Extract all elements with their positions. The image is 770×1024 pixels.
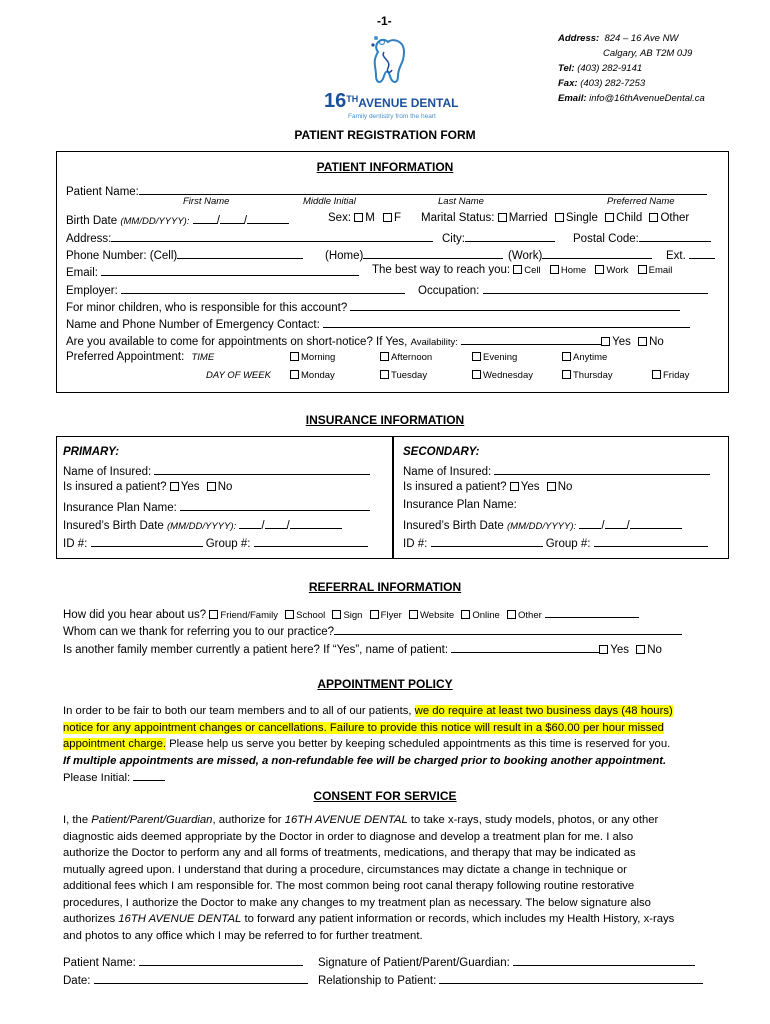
primary-birth-yyyy[interactable] bbox=[290, 517, 342, 529]
tel-value: (403) 282-9141 bbox=[577, 63, 643, 74]
availability-field[interactable] bbox=[461, 333, 601, 345]
primary-group-label: Group #: bbox=[205, 538, 251, 550]
secondary-birth-label: Insured’s Birth Date bbox=[403, 520, 504, 532]
reach-home-label: Home bbox=[560, 265, 587, 276]
monday-checkbox[interactable] bbox=[290, 370, 299, 379]
email-field[interactable] bbox=[101, 264, 359, 276]
phone-home-field[interactable] bbox=[363, 247, 503, 259]
afternoon-label: Afternoon bbox=[391, 352, 433, 363]
consent-heading: CONSENT FOR SERVICE bbox=[313, 789, 457, 803]
policy-text-1: In order to be fair to both our team members and to all of our patients, bbox=[63, 705, 412, 717]
availability-label: Availability: bbox=[410, 337, 458, 348]
referral-other-field[interactable] bbox=[545, 606, 639, 618]
monday-label: Monday bbox=[301, 370, 335, 381]
first-name-caption: First Name bbox=[183, 196, 230, 207]
afternoon-checkbox[interactable] bbox=[380, 352, 389, 361]
secondary-name-label: Name of Insured: bbox=[403, 466, 492, 478]
consent-text-2: diagnostic aids deemed appropriate by the Doctor in order to diagnose and develop a treatment plan for me. I also bbox=[63, 830, 634, 843]
single-checkbox[interactable] bbox=[555, 213, 564, 222]
address-line2: Calgary, AB T2M 0J9 bbox=[603, 48, 693, 59]
secondary-birth-format: (MM/DD/YYYY): bbox=[507, 521, 577, 532]
primary-birth-format: (MM/DD/YYYY): bbox=[167, 521, 237, 532]
short-notice-no-label: No bbox=[649, 336, 664, 348]
primary-birth-dd[interactable] bbox=[265, 517, 287, 529]
clinic-logo bbox=[320, 30, 470, 122]
primary-plan-field[interactable] bbox=[180, 499, 370, 511]
page-number: -1- bbox=[377, 14, 392, 28]
employer-label: Employer: bbox=[66, 285, 118, 297]
primary-no-label: No bbox=[217, 481, 233, 493]
policy-initial-label: Please Initial: bbox=[63, 772, 131, 784]
consent-text bbox=[63, 812, 728, 944]
policy-highlight-1: we do require at least two business days (48 hours) bbox=[414, 705, 673, 717]
friend-family-checkbox[interactable] bbox=[209, 610, 218, 619]
signature-label: Signature of Patient/Parent/Guardian: bbox=[318, 957, 510, 969]
flyer-checkbox[interactable] bbox=[370, 610, 379, 619]
family-no-checkbox[interactable] bbox=[636, 645, 645, 654]
consent-text-1b: Patient/Parent/Guardian bbox=[91, 814, 213, 826]
thursday-label: Thursday bbox=[573, 370, 613, 381]
sex-m-label: M bbox=[365, 212, 375, 224]
employer-field[interactable] bbox=[121, 282, 405, 294]
fax-label: Fax: bbox=[558, 78, 578, 89]
website-label: Website bbox=[419, 610, 455, 621]
sig-patient-name-field[interactable] bbox=[139, 954, 303, 966]
short-notice-no-checkbox[interactable] bbox=[638, 337, 647, 346]
date-label: Date: bbox=[63, 975, 91, 987]
emergency-label: Name and Phone Number of Emergency Contact: bbox=[66, 319, 320, 331]
wednesday-label: Wednesday bbox=[483, 370, 533, 381]
relationship-label: Relationship to Patient: bbox=[318, 975, 437, 987]
phone-cell-label: Phone Number: (Cell) bbox=[66, 250, 178, 262]
patient-name-field[interactable] bbox=[139, 183, 707, 195]
middle-initial-caption: Middle Initial bbox=[303, 196, 356, 207]
policy-text bbox=[63, 703, 728, 787]
minor-field[interactable] bbox=[350, 299, 680, 311]
logo-name: AVENUE DENTAL bbox=[358, 96, 459, 110]
tooth-icon bbox=[320, 30, 470, 90]
primary-no-checkbox[interactable] bbox=[207, 482, 216, 491]
consent-text-1d: 16TH AVENUE DENTAL bbox=[284, 814, 408, 826]
occupation-label: Occupation: bbox=[418, 285, 480, 297]
date-field[interactable] bbox=[94, 972, 308, 984]
preferred-appointment-label: Preferred Appointment: bbox=[66, 351, 185, 363]
consent-text-7a: authorizes bbox=[63, 913, 119, 925]
consent-text-8: and photos to any office which I may be referred to for further treatment. bbox=[63, 929, 423, 942]
primary-heading: PRIMARY: bbox=[63, 446, 120, 458]
ext-field[interactable] bbox=[689, 247, 715, 259]
secondary-id-label: ID #: bbox=[403, 538, 428, 550]
birth-date-mm[interactable] bbox=[193, 212, 217, 224]
birth-date-yyyy[interactable] bbox=[247, 212, 289, 224]
sex-label: Sex: bbox=[328, 212, 352, 224]
reach-home-checkbox[interactable] bbox=[550, 265, 559, 274]
postal-code-field[interactable] bbox=[639, 230, 711, 242]
secondary-group-label: Group #: bbox=[545, 538, 591, 550]
consent-text-1c: , authorize for bbox=[212, 814, 285, 826]
tuesday-checkbox[interactable] bbox=[380, 370, 389, 379]
other-label: Other bbox=[660, 212, 690, 224]
best-way-label: The best way to reach you: bbox=[372, 264, 511, 276]
child-label: Child bbox=[616, 212, 643, 224]
email-value: info@16thAvenueDental.ca bbox=[589, 93, 705, 104]
secondary-yes-label: Yes bbox=[520, 481, 540, 493]
friend-family-label: Friend/Family bbox=[220, 610, 278, 621]
patient-name-label: Patient Name: bbox=[66, 186, 139, 198]
phone-cell-field[interactable] bbox=[177, 247, 303, 259]
morning-checkbox[interactable] bbox=[290, 352, 299, 361]
address-label: Address: bbox=[558, 33, 600, 44]
city-field[interactable] bbox=[465, 230, 555, 242]
friday-checkbox[interactable] bbox=[652, 370, 661, 379]
logo-number: 16 bbox=[324, 90, 347, 112]
primary-name-label: Name of Insured: bbox=[63, 466, 152, 478]
logo-superscript: TH bbox=[346, 94, 359, 105]
online-label: Online bbox=[472, 610, 500, 621]
policy-initial-field[interactable] bbox=[133, 769, 165, 781]
secondary-plan-label: Insurance Plan Name: bbox=[403, 499, 517, 511]
insurance-divider bbox=[392, 436, 394, 559]
signature-field[interactable] bbox=[513, 954, 695, 966]
minor-label: For minor children, who is responsible for this account? bbox=[66, 302, 348, 314]
consent-text-1a: I, the bbox=[63, 814, 92, 826]
policy-bold-text: If multiple appointments are missed, a non-refundable fee will be charged prior to booking another appointment. bbox=[63, 754, 667, 767]
primary-name-field[interactable] bbox=[154, 463, 370, 475]
family-yes-label: Yes bbox=[610, 644, 629, 656]
how-hear-label: How did you hear about us? bbox=[63, 609, 207, 621]
primary-group-field[interactable] bbox=[254, 535, 368, 547]
phone-work-label: (Work) bbox=[508, 250, 543, 262]
marital-status-label: Marital Status: bbox=[421, 212, 495, 224]
consent-text-6: procedures, I authorize the Doctor to make any changes to my treatment plan as necessary. The below signature also bbox=[63, 896, 651, 909]
insurance-heading: INSURANCE INFORMATION bbox=[305, 413, 465, 427]
consent-text-5: additional fees which I am responsible for. The most common being root canal therapy following routine restorative bbox=[63, 880, 635, 892]
child-checkbox[interactable] bbox=[605, 213, 614, 222]
married-label: Married bbox=[508, 212, 548, 224]
fax-value: (403) 282-7253 bbox=[580, 78, 646, 89]
other-checkbox[interactable] bbox=[649, 213, 658, 222]
patient-info-heading: PATIENT INFORMATION bbox=[316, 160, 454, 174]
primary-id-label: ID #: bbox=[63, 538, 88, 550]
evening-checkbox[interactable] bbox=[472, 352, 481, 361]
secondary-yes-checkbox[interactable] bbox=[510, 482, 519, 491]
phone-work-field[interactable] bbox=[542, 247, 652, 259]
tuesday-label: Tuesday bbox=[391, 370, 428, 381]
school-label: School bbox=[296, 610, 326, 621]
sign-checkbox[interactable] bbox=[332, 610, 341, 619]
single-label: Single bbox=[565, 212, 598, 224]
secondary-no-label: No bbox=[557, 481, 573, 493]
secondary-no-checkbox[interactable] bbox=[547, 482, 556, 491]
wednesday-checkbox[interactable] bbox=[472, 370, 481, 379]
sex-m-checkbox[interactable] bbox=[354, 213, 363, 222]
evening-label: Evening bbox=[483, 352, 518, 363]
tel-label: Tel: bbox=[558, 63, 575, 74]
policy-heading: APPOINTMENT POLICY bbox=[317, 677, 453, 691]
policy-highlight-2: notice for any appointment changes or cancellations. Failure to provide this notice will result in a $60.00 per hour missed bbox=[63, 721, 664, 734]
online-checkbox[interactable] bbox=[461, 610, 470, 619]
family-no-label: No bbox=[647, 644, 662, 656]
primary-yes-label: Yes bbox=[180, 481, 200, 493]
primary-is-patient-label: Is insured a patient? bbox=[63, 481, 167, 493]
reach-email-label: Email bbox=[648, 265, 673, 276]
address-field-label: Address: bbox=[66, 233, 112, 245]
primary-yes-checkbox[interactable] bbox=[170, 482, 179, 491]
policy-highlight-3: appointment charge. bbox=[63, 738, 166, 750]
primary-birth-label: Insured’s Birth Date bbox=[63, 520, 164, 532]
form-title: PATIENT REGISTRATION FORM bbox=[294, 128, 476, 142]
email-label: Email: bbox=[558, 93, 587, 104]
reach-work-label: Work bbox=[606, 265, 629, 276]
referral-heading: REFERRAL INFORMATION bbox=[308, 580, 462, 594]
secondary-id-field[interactable] bbox=[431, 535, 543, 547]
sex-f-label: F bbox=[394, 212, 402, 224]
secondary-birth-yyyy[interactable] bbox=[630, 517, 682, 529]
whom-thank-label: Whom can we thank for referring you to our practice? bbox=[63, 626, 335, 638]
policy-text-2: Please help us serve you better by keeping scheduled appointments as this time is reserved for you. bbox=[169, 738, 671, 750]
sex-f-checkbox[interactable] bbox=[383, 213, 392, 222]
thursday-checkbox[interactable] bbox=[562, 370, 571, 379]
short-notice-label: Are you available to come for appointments on short-notice? If Yes, bbox=[66, 336, 408, 348]
consent-text-7b: 16TH AVENUE DENTAL bbox=[118, 913, 242, 925]
referral-other-label: Other bbox=[518, 610, 542, 621]
primary-plan-label: Insurance Plan Name: bbox=[63, 502, 177, 514]
anytime-label: Anytime bbox=[573, 352, 608, 363]
primary-id-field[interactable] bbox=[91, 535, 203, 547]
relationship-field[interactable] bbox=[439, 972, 703, 984]
school-checkbox[interactable] bbox=[285, 610, 294, 619]
address-field[interactable] bbox=[111, 230, 433, 242]
birth-date-dd[interactable] bbox=[220, 212, 244, 224]
birth-date-format: (MM/DD/YYYY): bbox=[120, 216, 190, 227]
phone-home-label: (Home) bbox=[325, 250, 364, 262]
reach-cell-checkbox[interactable] bbox=[513, 265, 522, 274]
ext-label: Ext. bbox=[666, 250, 686, 262]
referral-other-checkbox[interactable] bbox=[507, 610, 516, 619]
website-checkbox[interactable] bbox=[409, 610, 418, 619]
last-name-caption: Last Name bbox=[438, 196, 484, 207]
secondary-birth-dd[interactable] bbox=[605, 517, 627, 529]
primary-birth-mm[interactable] bbox=[239, 517, 261, 529]
morning-label: Morning bbox=[301, 352, 336, 363]
whom-thank-field[interactable] bbox=[334, 623, 682, 635]
family-member-label: Is another family member currently a patient here? If “Yes”, name of patient: bbox=[63, 644, 449, 656]
family-yes-checkbox[interactable] bbox=[599, 645, 608, 654]
anytime-checkbox[interactable] bbox=[562, 352, 571, 361]
reach-cell-label: Cell bbox=[524, 265, 541, 276]
secondary-heading: SECONDARY: bbox=[403, 446, 480, 458]
consent-text-4: mutually agreed upon. I understand that during a procedure, circumstances may dictate a change in technique or bbox=[63, 863, 627, 876]
emergency-field[interactable] bbox=[323, 316, 690, 328]
secondary-name-field[interactable] bbox=[494, 463, 710, 475]
secondary-birth-mm[interactable] bbox=[579, 517, 601, 529]
occupation-field[interactable] bbox=[483, 282, 708, 294]
reach-work-checkbox[interactable] bbox=[595, 265, 604, 274]
short-notice-yes-checkbox[interactable] bbox=[601, 337, 610, 346]
consent-text-7c: to forward any patient information or records, which includes my Health History, x-rays bbox=[241, 913, 675, 925]
consent-text-1e: to take x-rays, study models, photos, or any other bbox=[407, 814, 659, 826]
married-checkbox[interactable] bbox=[498, 213, 507, 222]
secondary-group-field[interactable] bbox=[594, 535, 708, 547]
day-of-week-label: DAY OF WEEK bbox=[206, 370, 271, 381]
reach-email-checkbox[interactable] bbox=[638, 265, 647, 274]
flyer-label: Flyer bbox=[380, 610, 402, 621]
consent-text-3: authorize the Doctor to perform any and all forms of treatments, medications, and therapy that may be indicated as bbox=[63, 847, 636, 859]
friday-label: Friday bbox=[663, 370, 690, 381]
secondary-is-patient-label: Is insured a patient? bbox=[403, 481, 507, 493]
family-member-field[interactable] bbox=[451, 641, 599, 653]
email-field-label: Email: bbox=[66, 267, 98, 279]
address-line1: 824 – 16 Ave NW bbox=[604, 33, 679, 44]
short-notice-yes-label: Yes bbox=[612, 336, 631, 348]
clinic-contact bbox=[558, 31, 705, 106]
birth-date-label: Birth Date bbox=[66, 215, 118, 227]
preferred-name-caption: Preferred Name bbox=[607, 196, 675, 207]
postal-code-label: Postal Code: bbox=[573, 233, 639, 245]
time-label: TIME bbox=[191, 352, 215, 363]
logo-tagline: Family dentistry from the heart bbox=[348, 113, 436, 120]
city-label: City: bbox=[442, 233, 465, 245]
sign-label: Sign bbox=[343, 610, 363, 621]
sig-patient-name-label: Patient Name: bbox=[63, 957, 136, 969]
